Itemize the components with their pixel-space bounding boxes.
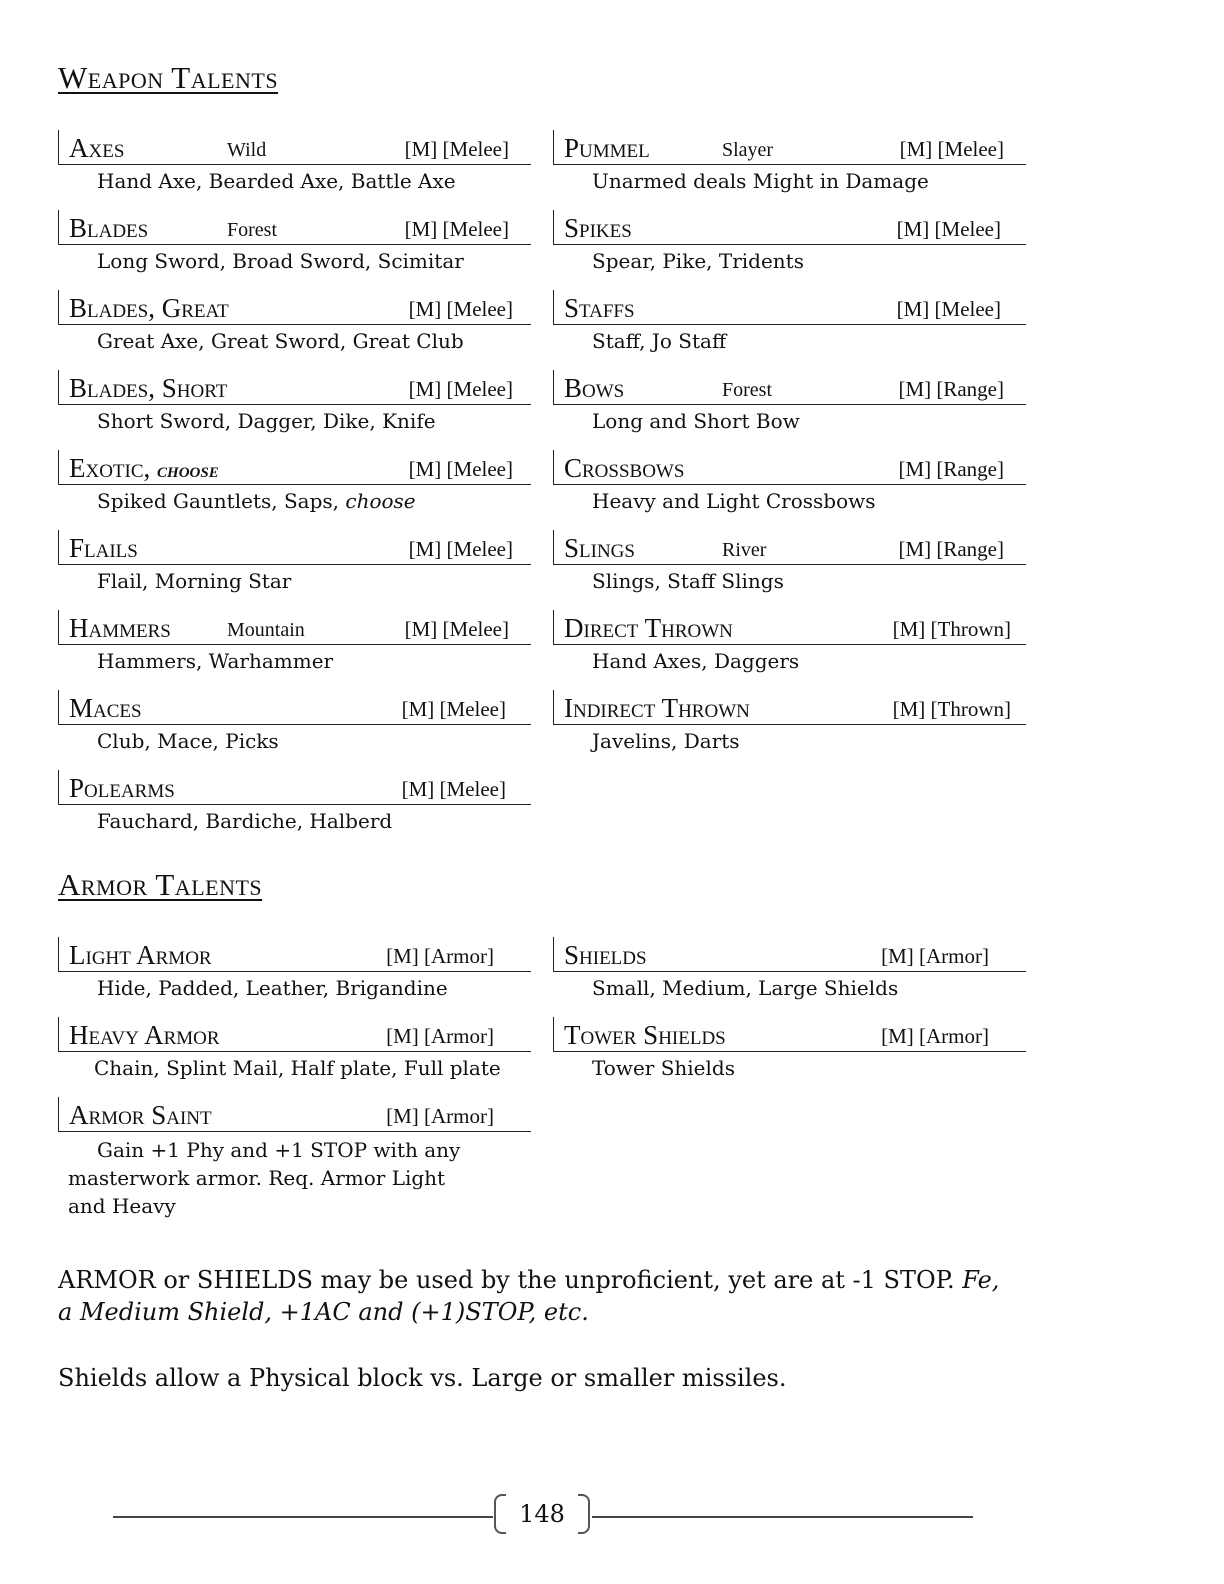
talent-tags: [M] [Melee] [404,217,509,241]
unproficient-note-text: ARMOR or SHIELDS may be used by the unproficient, yet are at -1 STOP. [58,1266,955,1294]
talent-name: Polearms [69,773,175,803]
talent-description: Chain, Splint Mail, Half plate, Full plate [94,1056,501,1080]
talent-shields [553,937,1026,1001]
talent-tower-shields [553,1017,1026,1081]
talent-name-choose: choose [157,457,219,482]
talent-description: Slings, Staff Slings [592,569,784,593]
talent-name: Maces [69,693,142,723]
talent-description: Fauchard, Bardiche, Halberd [97,809,393,833]
unproficient-note-example: Fe, a Medium Shield, +1AC and (+1)STOP, etc. [58,1266,1000,1326]
weapon-talents-title: Weapon Talents [58,60,279,95]
talent-name: Flails [69,533,138,563]
footer-rule-right [592,1516,973,1518]
talent-name: Spikes [564,213,632,243]
talent-heavy-armor [58,1017,531,1081]
footer-bracket-left [494,1494,506,1534]
talent-tags: [M] [Melee] [896,217,1001,241]
talent-name: Shields [564,940,647,970]
talent-tags: [M] [Thrown] [892,617,1011,641]
talent-tags: [M] [Melee] [404,137,509,161]
talent-header [553,130,1026,165]
talent-tags: [M] [Melee] [408,537,513,561]
talent-direct-thrown [553,610,1026,674]
talent-tags: [M] [Melee] [408,297,513,321]
talent-description: Javelins, Darts [592,729,740,753]
talent-name: Slings [564,533,635,563]
talent-header [553,690,1026,725]
talent-description: Short Sword, Dagger, Dike, Knife [97,409,436,433]
talent-header [58,610,531,645]
talent-name: Hammers [69,613,171,643]
talent-description: Hand Axes, Daggers [592,649,800,673]
talent-header [58,370,531,405]
talent-description: Tower Shields [592,1056,735,1080]
talent-qualifier: Wild [227,139,267,161]
talent-name: Direct Thrown [564,613,733,643]
footer-bracket-right [578,1494,590,1534]
talent-header [553,290,1026,325]
talent-tags: [M] [Melee] [899,137,1004,161]
talent-header [553,210,1026,245]
talent-hammers [58,610,531,674]
talent-axes [58,130,531,194]
talent-description: Hammers, Warhammer [97,649,334,673]
talent-name-text: Exotic, [69,453,151,483]
talent-description: Hand Axe, Bearded Axe, Battle Axe [97,169,456,193]
talent-description: Spear, Pike, Tridents [592,249,804,273]
talent-tags: [M] [Melee] [401,777,506,801]
footer-rule-left [113,1516,493,1518]
talent-description: Unarmed deals Might in Damage [592,169,929,193]
talent-light-armor [58,937,531,1001]
talent-tags: [M] [Melee] [408,457,513,481]
talent-header [553,450,1026,485]
talent-header [58,937,531,972]
talent-polearms [58,770,531,834]
talent-name: Blades [69,213,149,243]
talent-qualifier: Slayer [722,139,774,161]
talent-blades [58,210,531,274]
talent-tags: [M] [Armor] [386,1104,494,1128]
talent-header [58,770,531,805]
talent-qualifier: Forest [722,379,772,401]
talent-description: Hide, Padded, Leather, Brigandine [97,976,448,1000]
talent-description: Long Sword, Broad Sword, Scimitar [97,249,464,273]
talent-description-choose: choose [345,489,416,513]
talent-slings [553,530,1026,594]
talent-description: Gain +1 Phy and +1 STOP with any masterwork armor. Req. Armor Light and Heavy [68,1138,461,1218]
talent-name: Indirect Thrown [564,693,750,723]
talent-pummel [553,130,1026,194]
talent-tags: [M] [Range] [898,377,1004,401]
talent-name: Blades, Short [69,373,228,403]
talent-name: Heavy Armor [69,1020,220,1050]
talent-header [58,690,531,725]
talent-tags: [M] [Armor] [881,1024,989,1048]
talent-description: Flail, Morning Star [97,569,292,593]
talent-description [58,489,531,514]
talent-tags: [M] [Melee] [404,617,509,641]
talent-header [553,610,1026,645]
talent-header [58,290,531,325]
talent-qualifier: Mountain [227,619,305,641]
talent-name: Pummel [564,133,650,163]
talent-tags: [M] [Armor] [881,944,989,968]
talent-blades-great [58,290,531,354]
talent-crossbows [553,450,1026,514]
talent-header [58,130,531,165]
talent-exotic [58,450,531,514]
talent-description: Great Axe, Great Sword, Great Club [97,329,464,353]
talent-header [553,1017,1026,1052]
talent-flails [58,530,531,594]
talent-description: Long and Short Bow [592,409,800,433]
talent-spikes [553,210,1026,274]
talent-tags: [M] [Melee] [401,697,506,721]
talent-bows [553,370,1026,434]
talent-blades-short [58,370,531,434]
talent-indirect-thrown [553,690,1026,754]
talent-header [58,210,531,245]
talent-staffs [553,290,1026,354]
talent-tags: [M] [Armor] [386,1024,494,1048]
talent-armor-saint [58,1097,531,1220]
talent-header [58,1017,531,1052]
talent-description: Staff, Jo Staff [592,329,727,353]
talent-description-text: Spiked Gauntlets, Saps, [97,489,340,513]
talent-header [58,450,531,485]
talent-description: Club, Mace, Picks [97,729,279,753]
talent-header [553,370,1026,405]
talent-maces [58,690,531,754]
unproficient-note [58,1264,1018,1328]
talent-tags: [M] [Range] [898,457,1004,481]
talent-name: Tower Shields [564,1020,726,1050]
talent-tags: [M] [Melee] [896,297,1001,321]
talent-qualifier: Forest [227,219,277,241]
talent-header [553,937,1026,972]
talent-tags: [M] [Armor] [386,944,494,968]
talent-name: Light Armor [69,940,212,970]
armor-talents-title: Armor Talents [58,867,263,902]
talent-header [58,1097,531,1132]
talent-name: Blades, Great [69,293,229,323]
talent-tags: [M] [Thrown] [892,697,1011,721]
shields-block-note: Shields allow a Physical block vs. Large or smaller missiles. [58,1364,787,1392]
talent-header [58,530,531,565]
talent-name: Armor Saint [69,1100,212,1130]
talent-description: Heavy and Light Crossbows [592,489,876,513]
talent-description: Small, Medium, Large Shields [592,976,899,1000]
talent-qualifier: River [722,539,767,561]
talent-name: Axes [69,133,125,163]
talent-header [553,530,1026,565]
talent-tags: [M] [Range] [898,537,1004,561]
talent-name: Bows [564,373,625,403]
talent-name: Staffs [564,293,635,323]
talent-name [69,455,219,482]
talent-tags: [M] [Melee] [408,377,513,401]
page-number: 148 [519,1500,565,1528]
talent-name: Crossbows [564,453,685,483]
